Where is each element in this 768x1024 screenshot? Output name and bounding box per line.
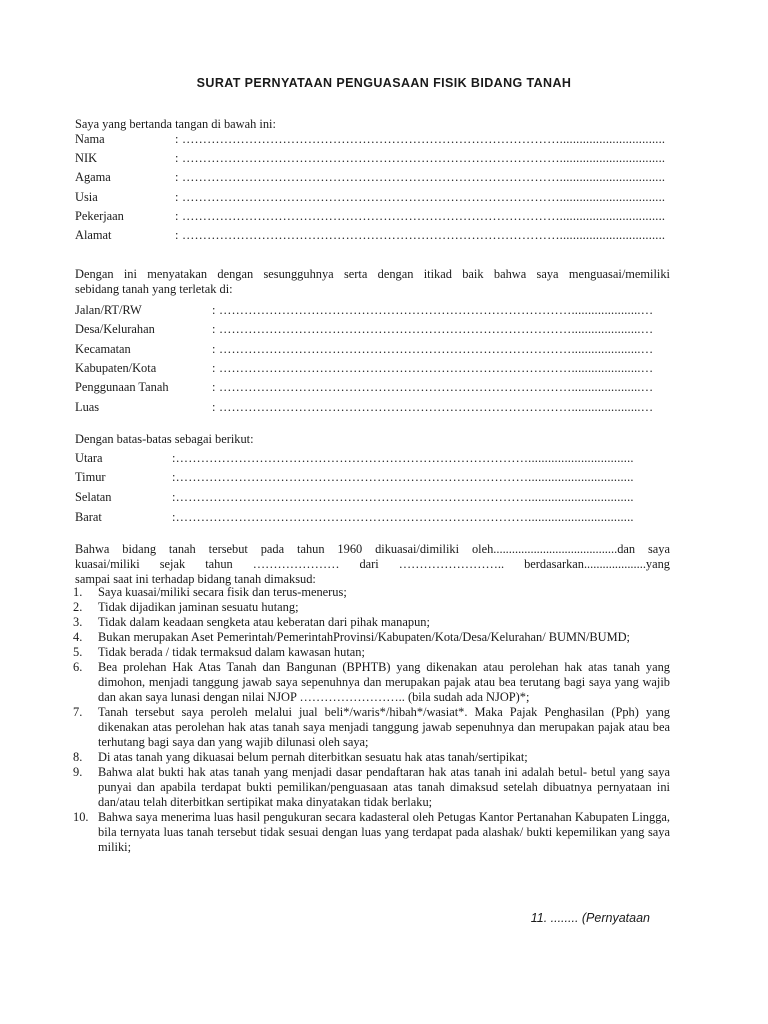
item-number: 8. [73, 750, 83, 764]
field-label: Kecamatan [75, 342, 131, 356]
field-value: : ………………………………………………………………………………................................ [175, 228, 666, 242]
intro-text: Saya yang bertanda tangan di bawah ini: [75, 117, 276, 131]
field-label: Agama [75, 170, 111, 184]
field-value: :…………………………………………………………………………................................ [172, 451, 634, 465]
field-label: Timur [75, 470, 106, 484]
item-text: Tidak berada / tidak termaksud dalam kawasan hutan; [98, 645, 365, 659]
declaration-line-2: kuasai/miliki sejak tahun ………………… dari …………………….. berdasarkan....................yang [75, 557, 670, 571]
item-number: 2. [73, 600, 83, 614]
field-label: Desa/Kelurahan [75, 322, 155, 336]
field-label: Usia [75, 190, 98, 204]
field-label: Nama [75, 132, 105, 146]
field-label: Pekerjaan [75, 209, 124, 223]
item-text: Tidak dalam keadaan sengketa atau keberatan dari pihak manapun; [98, 615, 430, 629]
list-item [73, 615, 670, 630]
item-number: 10. [73, 810, 89, 824]
field-label: Kabupaten/Kota [75, 361, 157, 375]
field-value: :…………………………………………………………………………................................ [172, 470, 634, 484]
list-item [73, 585, 670, 600]
item-text: Bahwa saya menerima luas hasil pengukuran secara kadasteral oleh Petugas Kantor Pertanahan Kabupaten Lingga, bila ternyata luas tanah tersebut tidak sesuai dengan luas yang terdapat pada alashak/ bukti kepemilikan yang saya miliki; [98, 810, 670, 854]
field-value: : ………………………………………………………………………………................................ [175, 170, 666, 184]
list-item [73, 750, 670, 765]
field-value: : ………………………………………………………………………….....................… [212, 322, 654, 336]
field-value: : ………………………………………………………………………….....................… [212, 380, 654, 394]
field-value: : ………………………………………………………………………….....................… [212, 342, 654, 356]
field-value: : ………………………………………………………………………….....................… [212, 400, 654, 414]
item-text: Tidak dijadikan jaminan sesuatu hutang; [98, 600, 299, 614]
item-text: Bea prolehan Hak Atas Tanah dan Bangunan (BPHTB) yang dikenakan atau perolehan hak atas tanah yang dimohon, menjadi tanggung jawab saya sepenuhnya dan merupakan pajak atau bea terutang bagi saya yang wajib dan akan saya lunasi dengan nilai NJOP …………………….. (bila sudah ada NJOP)*; [98, 660, 670, 704]
field-value: : ………………………………………………………………………….....................… [212, 303, 654, 317]
item-text: Di atas tanah yang dikuasai belum pernah diterbitkan sesuatu hak atas tanah/sertipikat; [98, 750, 528, 764]
item-number: 5. [73, 645, 83, 659]
field-value: : ………………………………………………………………………………................................ [175, 190, 666, 204]
field-label: Alamat [75, 228, 112, 242]
list-item [73, 645, 670, 660]
field-label: Penggunaan Tanah [75, 380, 169, 394]
item-number: 3. [73, 615, 83, 629]
item-number: 6. [73, 660, 83, 674]
conditions-list [73, 585, 670, 855]
item-text: Bahwa alat bukti hak atas tanah yang menjadi dasar pendaftaran hak atas tanah ini adalah betul- betul yang saya punyai dan apabila terdapat bukti pemilikan/penguasaan atas tanah dimaksud setelah dibuatnya pernyataan ini dan/atau telah diterbitkan sertipikat maka dinyatakan tidak berlaku; [98, 765, 670, 809]
list-item [73, 705, 670, 750]
continuation-footer: 11. ........ (Pernyataan [530, 911, 650, 925]
item-number: 1. [73, 585, 83, 599]
field-label: NIK [75, 151, 98, 165]
field-value: :…………………………………………………………………………................................ [172, 490, 634, 504]
statement-line-1: Dengan ini menyatakan dengan sesungguhnya serta dengan itikad baik bahwa saya menguasai/memiliki [75, 267, 670, 281]
statement-line-2: sebidang tanah yang terletak di: [75, 282, 233, 296]
document-title: SURAT PERNYATAAN PENGUASAAN FISIK BIDANG TANAH [196, 76, 572, 90]
field-value: :…………………………………………………………………………................................ [172, 510, 634, 524]
list-item [73, 810, 670, 855]
declaration-line-1: Bahwa bidang tanah tersebut pada tahun 1960 dikuasai/dimiliki oleh........................................dan saya [75, 542, 670, 556]
field-value: : ………………………………………………………………………………................................ [175, 132, 666, 146]
item-number: 7. [73, 705, 83, 719]
item-text: Saya kuasai/miliki secara fisik dan terus-menerus; [98, 585, 347, 599]
field-label: Barat [75, 510, 102, 524]
list-item [73, 630, 670, 645]
item-text: Tanah tersebut saya peroleh melalui jual beli*/waris*/hibah*/wasiat*. Maka Pajak Penghasilan (Pph) yang dikenakan atas perolehan hak atas tanah saya menjadi tanggung jawab sepenuhnya dan merupakan pajak atau bea terhutang bagi saya dan yang wajib dilunasi oleh saya; [98, 705, 670, 749]
item-number: 9. [73, 765, 83, 779]
field-label: Selatan [75, 490, 112, 504]
field-label: Utara [75, 451, 103, 465]
list-item [73, 660, 670, 705]
list-item [73, 765, 670, 810]
boundary-intro: Dengan batas-batas sebagai berikut: [75, 432, 254, 446]
field-value: : ………………………………………………………………………………................................ [175, 209, 666, 223]
field-value: : ………………………………………………………………………….....................… [212, 361, 654, 375]
item-text: Bukan merupakan Aset Pemerintah/PemerintahProvinsi/Kabupaten/Kota/Desa/Kelurahan/ BUMN/BUMD; [98, 630, 631, 644]
declaration-line-3: sampai saat ini terhadap bidang tanah dimaksud: [75, 572, 316, 586]
field-label: Jalan/RT/RW [75, 303, 142, 317]
field-label: Luas [75, 400, 100, 414]
list-item [73, 600, 670, 615]
item-number: 4. [73, 630, 83, 644]
field-value: : ………………………………………………………………………………................................ [175, 151, 666, 165]
